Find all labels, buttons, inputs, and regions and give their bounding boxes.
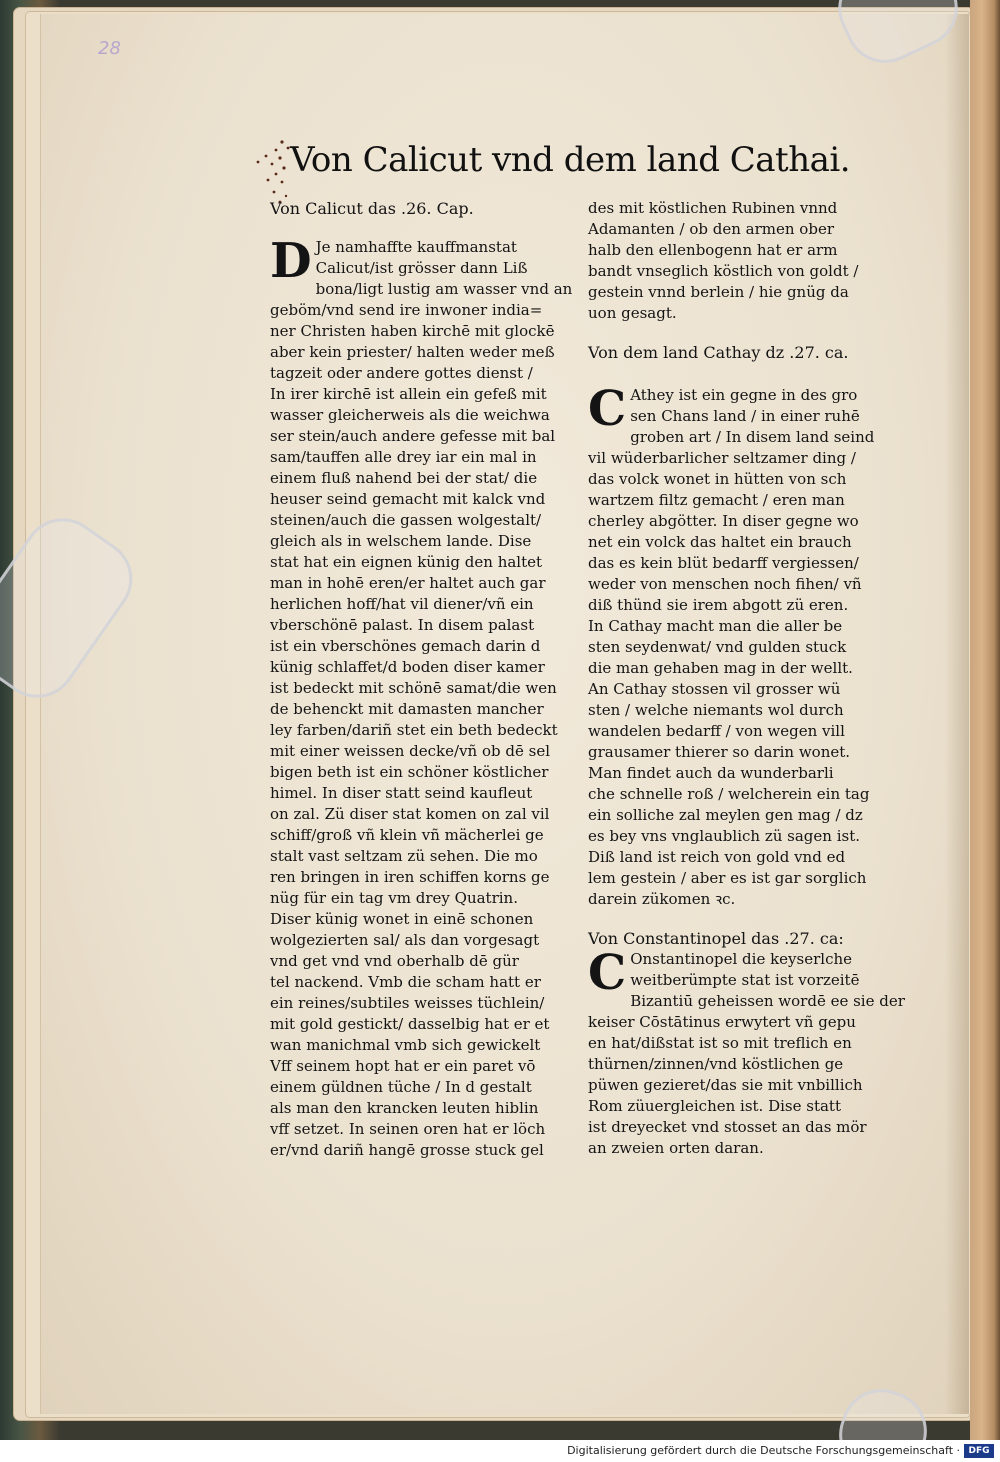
text-line: tagzeit oder andere gottes dienst / [270,364,533,382]
text-line: stalt vast seltzam zü sehen. Die mo [270,847,538,865]
text-line: In irer kirchē ist allein ein gefeß mit [270,385,547,403]
text-line: schiff/groß vñ klein vñ mächerlei ge [270,826,544,844]
text-line: es bey vns vnglaublich zü sagen ist. [588,827,860,845]
text-line: er/vnd dariñ hangē grosse stuck gel [270,1141,544,1159]
text-line: weitberümpte stat ist vorzeitē [630,971,860,989]
text-line: sten seydenwat/ vnd gulden stuck [588,638,847,656]
text-line: bigen beth ist ein schöner köstlicher [270,763,549,781]
text-line: Calicut/ist grösser dann Liß [315,259,528,277]
text-line: das volck wonet in hütten von sch [588,470,847,488]
chapter-heading-calicut: Von Calicut das .26. Cap. [270,199,474,218]
text-line: ley farben/dariñ stet ein beth bedeckt [270,721,558,739]
text-line: das es kein blüt bedarff vergiessen/ [588,554,859,572]
text-line: einem fluß nahend bei der stat/ die [270,469,538,487]
text-line: stat hat ein eignen künig den haltet [270,553,543,571]
left-text-block [270,233,573,1161]
text-line: Diser künig wonet in einē schonen [270,910,534,928]
text-line: Je namhaffte kauffmanstat [315,238,517,256]
text-line: on zal. Zü diser stat komen on zal vil [270,805,550,823]
text-line: uon gesagt. [588,304,677,322]
text-line: wolgezierten sal/ als dan vorgesagt [270,931,540,949]
dropcap-d: D [270,233,312,289]
text-line: An Cathay stossen vil grosser wü [588,680,841,698]
text-line: des mit köstlichen Rubinen vnnd [588,199,838,217]
text-line: ren bringen in iren schiffen korns ge [270,868,550,886]
left-column [270,198,573,1161]
text-line: cherley abgötter. In diser gegne wo [588,512,859,530]
text-line: gestein vnnd berlein / hie gnüg da [588,283,849,301]
text-line: mit gold gestickt/ dasselbig hat er et [270,1015,550,1033]
text-line: halb den ellenbogenn hat er arm [588,241,838,259]
text-line: wan manichmal vmb sich gewickelt [270,1036,541,1054]
text-line: ser stein/auch andere gefesse mit bal [270,427,556,445]
text-line: grausamer thierer so darin wonet. [588,743,851,761]
text-line: ist bedeckt mit schönē samat/die wen [270,679,557,697]
text-line: Rom züuergleichen ist. Dise statt [588,1097,841,1115]
text-line: püwen gezieret/das sie mit vnbillich [588,1076,863,1094]
text-line: man in hohē eren/er haltet auch gar [270,574,546,592]
text-line: sam/tauffen alle drey iar ein mal in [270,448,537,466]
book-binding [970,0,1000,1440]
text-line: vberschönē palast. In disem palast [270,616,535,634]
text-line: ner Christen haben kirchē mit glockē [270,322,555,340]
text-line: Vff seinem hopt hat er ein paret vō [270,1057,536,1075]
page-number: 28 [98,38,121,59]
text-line: weder von menschen noch fihen/ vñ [588,575,862,593]
text-line: geböm/vnd send ire inwoner india= [270,301,543,319]
right-column [588,198,905,1159]
text-line: Athey ist ein gegne in des gro [630,386,858,404]
text-line: bandt vnseglich köstlich von goldt / [588,262,859,280]
text-line: aber kein priester/ halten weder meß [270,343,555,361]
text-line: Man findet auch da wunderbarli [588,764,834,782]
constantinopel-text-block [588,945,905,1159]
text-line: bona/ligt lustig am wasser vnd an [315,280,573,298]
text-line: nüg für ein tag vm drey Quatrin. [270,889,518,907]
footer-credit: Digitalisierung gefördert durch die Deutsche Forschungsgemeinschaft · [567,1444,960,1457]
text-line: herlichen hoff/hat vil diener/vñ ein [270,595,534,613]
text-line: darein zükomen ꝛc. [588,890,736,908]
text-line: de behenckt mit damasten mancher [270,700,544,718]
text-line: steinen/auch die gassen wolgestalt/ [270,511,542,529]
text-line: net ein volck das haltet ein brauch [588,533,852,551]
text-line: Bizantiū geheissen wordē ee sie der [630,992,905,1010]
text-line: Adamanten / ob den armen ober [588,220,834,238]
text-line: mit einer weissen decke/vñ ob dē sel [270,742,551,760]
text-line: als man den krancken leuten hiblin [270,1099,539,1117]
right-intro-lines [588,198,898,324]
text-line: che schnelle roß / welcherein ein tag [588,785,870,803]
dfg-logo: DFG [964,1444,994,1458]
chapter-heading-constantinopel: Von Constantinopel das .27. ca: [588,929,844,948]
text-line: en hat/dißstat ist so mit treflich en [588,1034,852,1052]
text-line: lem gestein / aber es ist gar sorglich [588,869,867,887]
left-lines [270,233,573,1161]
text-line: heuser seind gemacht mit kalck vnd [270,490,546,508]
page-title: Von Calicut vnd dem land Cathai. [290,140,851,180]
dropcap-c-cathay: C [588,381,627,437]
text-line: wandelen bedarff / von wegen vill [588,722,845,740]
text-line: sen Chans land / in einer ruhē [630,407,860,425]
constantinopel-lines [588,945,905,1159]
text-line: tel nackend. Vmb die scham hatt er [270,973,541,991]
text-line: sten / welche niemants wol durch [588,701,844,719]
text-line: gleich als in welschem lande. Dise [270,532,532,550]
page-edge-shadow [945,14,969,1414]
text-line: an zweien orten daran. [588,1139,764,1157]
text-line: thürnen/zinnen/vnd köstlichen ge [588,1055,844,1073]
text-line: wasser gleicherweis als die weichwa [270,406,550,424]
text-line: Onstantinopel die keyserlche [630,950,853,968]
text-line: diß thünd sie irem abgott zü eren. [588,596,849,614]
text-line: ein reines/subtiles weisses tüchlein/ [270,994,545,1012]
text-line: himel. In diser statt seind kaufleut [270,784,533,802]
dropcap-c-constantinopel: C [588,945,627,1001]
text-line: vff setzet. In seinen oren hat er löch [270,1120,546,1138]
text-line: die man gehaben mag in der wellt. [588,659,853,677]
text-line: Diß land ist reich von gold vnd ed [588,848,846,866]
cathay-lines [588,381,898,910]
footer-bar [0,1440,1000,1462]
cathay-text-block [588,381,898,910]
text-line: ist dreyecket vnd stosset an das mör [588,1118,867,1136]
text-line: ein solliche zal meylen gen mag / dz [588,806,863,824]
text-line: wartzem filtz gemacht / eren man [588,491,845,509]
chapter-heading-cathay: Von dem land Cathay dz .27. ca. [588,343,849,362]
text-line: groben art / In disem land seind [630,428,875,446]
text-line: In Cathay macht man die aller be [588,617,843,635]
text-line: künig schlaffet/d boden diser kamer [270,658,545,676]
text-line: ist ein vberschönes gemach darin d [270,637,541,655]
text-line: einem güldnen tüche / In d gestalt [270,1078,532,1096]
text-line: keiser Cōstātinus erwytert vñ gepu [588,1013,856,1031]
text-line: vil wüderbarlicher seltzamer ding / [588,449,856,467]
text-line: vnd get vnd vnd oberhalb dē gür [270,952,519,970]
